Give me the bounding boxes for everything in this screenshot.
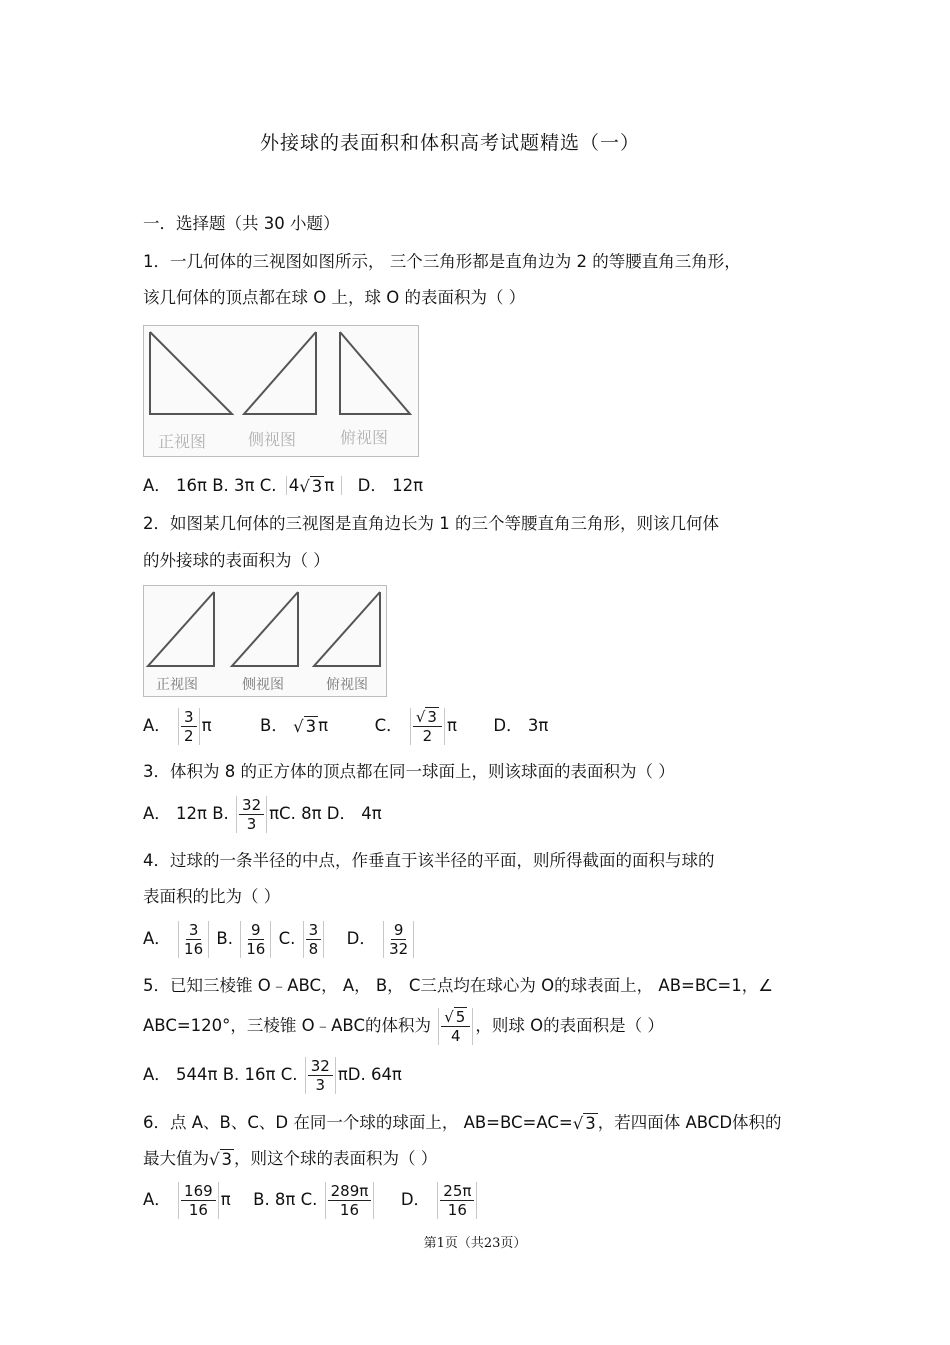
q6-line1: 6．点 A、B、C、D 在同一个球的球面上， AB=BC=AC=√ 3 ，若四面体 ABCD体积的: [143, 1111, 782, 1136]
q6-line2: 最大值为√ 3 ，则这个球的表面积为（ ）: [143, 1147, 437, 1172]
q4-option-b-label: B.: [216, 929, 233, 948]
q1-label-front: 正视图: [158, 432, 207, 451]
q6-options: A． $\frac{169}{16}$ π B. 8π C. $\frac{289\pi}{16}$ D． $\frac{25\pi}{16}$: [143, 1177, 479, 1223]
q3-option-b-fraction: $\frac{32}{3}$: [236, 796, 267, 833]
sqrt-symbol: √ 3: [572, 1113, 596, 1133]
q2-front-view-triangle: [148, 592, 214, 666]
q6-option-a-label: A．: [143, 1190, 171, 1209]
q2-options: A． $\frac{3}{2}$ π B． √ 3 π C． $\frac{√ 3}{2}$ π D． 3π: [143, 703, 548, 750]
q5-line2: ABC=120°，三棱锥 O﹣ABC的体积为 $\frac{√ 5}{4}$ ，则球 O的表面积是（ ）: [143, 1007, 664, 1046]
q2-line1: 2．如图某几何体的三视图是直角边长为 1 的三个等腰直角三角形，则该几何体: [143, 514, 719, 533]
q1-line1: 1．一几何体的三视图如图所示， 三个三角形都是直角边为 2 的等腰直角三角形，: [143, 252, 741, 271]
q4-line1: 4．过球的一条半径的中点，作垂直于该半径的平面，则所得截面的面积与球的: [143, 851, 715, 870]
page-footer: 第1页（共23页）: [423, 1236, 527, 1251]
q5-line1: 5．已知三棱锥 O﹣ABC， A， B， C三点均在球心为 O的球表面上， AB=BC=1，∠: [143, 976, 774, 995]
q2-label-side: 侧视图: [242, 677, 284, 693]
q1-option-d: D． 12π: [357, 476, 424, 495]
q6-option-a-fraction: $\frac{169}{16}$: [178, 1182, 219, 1219]
q2-option-a-fraction: $\frac{3}{2}$: [178, 708, 200, 745]
q1-line2: 该几何体的顶点都在球 O 上，球 O 的表面积为（ ）: [143, 288, 526, 307]
q2-option-b-label: B．: [260, 716, 288, 735]
q2-option-d: D． 3π: [493, 716, 549, 735]
q1-options: [143, 474, 423, 499]
q5-option-a-b: A． 544π B. 16π C.: [143, 1065, 298, 1084]
q6-option-b-c: B. 8π C.: [253, 1190, 318, 1209]
q1-three-view-figure: [143, 325, 419, 457]
q5-option-c-fraction: $\frac{32}{3}$: [305, 1057, 336, 1094]
q4-option-d-fraction: $\frac{9}{32}$: [383, 921, 414, 958]
q5-option-c-d: πD. 64π: [337, 1065, 402, 1084]
q1-side-view-triangle: [244, 332, 316, 414]
q2-option-c-label: C．: [374, 716, 403, 735]
q2-option-c-fraction: $\frac{√ 3}{2}$: [410, 708, 445, 746]
q2-top-view-triangle: [314, 592, 380, 666]
q3-options: [143, 791, 382, 837]
q1-label-top: 俯视图: [340, 428, 389, 447]
q3-option-a-b: A． 12π B.: [143, 804, 229, 823]
q4-line2: 表面积的比为（ ）: [143, 887, 281, 906]
q4-option-c-label: C.: [278, 929, 296, 948]
q5-volume-fraction: $\frac{√ 5}{4}$: [438, 1008, 473, 1046]
q1-option-a-b: A． 16π B. 3π C.: [143, 476, 277, 495]
q2-three-view-figure: [143, 585, 387, 697]
q6-option-d-label: D．: [400, 1190, 431, 1209]
q2-label-front: 正视图: [156, 677, 198, 693]
sqrt-symbol: √ 3: [209, 1149, 233, 1169]
q2-line2: 的外接球的表面积为（ ）: [143, 551, 330, 570]
q6-option-d-fraction: $\frac{25\pi}{16}$: [437, 1182, 477, 1219]
sqrt-symbol: √ 3: [299, 476, 323, 496]
q4-option-c-fraction: $\frac{3}{8}$: [303, 921, 325, 958]
q4-option-b-fraction: $\frac{9}{16}$: [240, 921, 271, 958]
q1-label-side: 侧视图: [248, 430, 297, 449]
q1-option-c-expression: 4√ 3 π: [286, 476, 343, 495]
q3-line1: 3．体积为 8 的正方体的顶点都在同一球面上，则该球面的表面积为（ ）: [143, 762, 675, 781]
q4-options: [143, 916, 416, 962]
section-heading: 一．选择题（共 30 小题）: [143, 214, 340, 233]
q4-option-d-label: D．: [346, 929, 376, 948]
q1-front-view-triangle: [150, 332, 232, 414]
q4-option-a-label: A．: [143, 929, 171, 948]
q6-option-c-fraction: $\frac{289\pi}{16}$: [325, 1182, 375, 1219]
q5-options: [143, 1052, 402, 1098]
page-title: 外接球的表面积和体积高考试题精选（一）: [259, 132, 640, 154]
q2-option-a-label: A．: [143, 716, 171, 735]
q2-side-view-triangle: [232, 592, 298, 666]
q4-option-a-fraction: $\frac{3}{16}$: [178, 921, 209, 958]
q2-option-b-expression: √ 3: [293, 716, 317, 736]
q2-label-top: 俯视图: [326, 677, 368, 693]
q1-top-view-triangle: [340, 332, 410, 414]
q3-option-c-d: πC. 8π D． 4π: [269, 804, 382, 823]
